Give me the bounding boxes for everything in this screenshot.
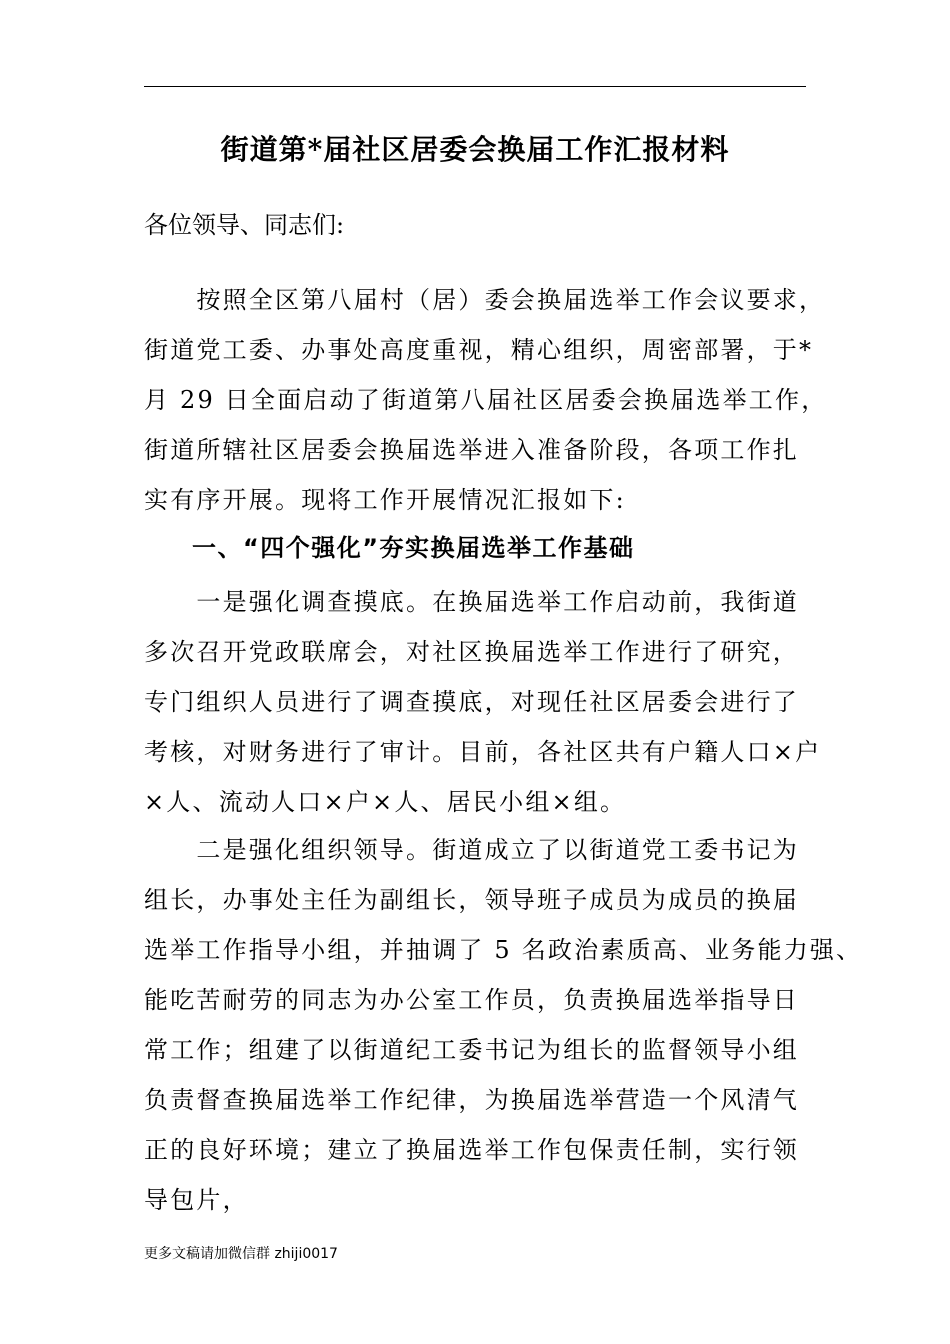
text-line: 多次召开党政联席会，对社区换届选举工作进行了研究， [144, 638, 799, 666]
text-line: 专门组织人员进行了调查摸底，对现任社区居委会进行了 [144, 688, 799, 716]
section-heading: 一、“四个强化”夯实换届选举工作基础 [192, 534, 635, 562]
text-line: 正的良好环境；建立了换届选举工作包保责任制，实行领 [144, 1136, 799, 1164]
text-line: 月 29 日全面启动了街道第八届社区居委会换届选举工作， [144, 386, 828, 414]
text-line: 二是强化组织领导。街道成立了以街道党工委书记为 [144, 836, 799, 864]
paragraph-intro [144, 275, 828, 525]
text-line: 常工作；组建了以街道纪工委书记为组长的监督领导小组 [144, 1036, 799, 1064]
text-line: 组长，办事处主任为副组长，领导班子成员为成员的换届 [144, 886, 799, 914]
text-line: 实有序开展。现将工作开展情况汇报如下: [144, 486, 626, 514]
text-line: 负责督查换届选举工作纪律，为换届选举营造一个风清气 [144, 1086, 799, 1114]
text-line: 能吃苦耐劳的同志为办公室工作员，负责换届选举指导日 [144, 986, 799, 1014]
text-line: ×人、流动人口×户×人、居民小组×组。 [144, 788, 627, 816]
text-line: 街道所辖社区居委会换届选举进入准备阶段，各项工作扎 [144, 436, 799, 464]
paragraph-leadership [144, 825, 863, 1225]
paragraph-investigation [144, 577, 824, 827]
salutation: 各位领导、同志们: [144, 211, 345, 239]
text-line: 一是强化调查摸底。在换届选举工作启动前，我街道 [144, 588, 799, 616]
document-title: 街道第*届社区居委会换届工作汇报材料 [220, 133, 730, 166]
footer-note: 更多文稿请加微信群 zhiji0017 [144, 1246, 338, 1262]
text-line: 选举工作指导小组，并抽调了 5 名政治素质高、业务能力强、 [144, 936, 863, 964]
text-line: 按照全区第八届村（居）委会换届选举工作会议要求， [144, 286, 826, 314]
header-rule [144, 86, 806, 87]
text-line: 导包片， [144, 1186, 249, 1214]
text-line: 街道党工委、办事处高度重视，精心组织，周密部署，于* [144, 336, 814, 364]
text-line: 考核，对财务进行了审计。目前，各社区共有户籍人口×户 [144, 738, 822, 766]
